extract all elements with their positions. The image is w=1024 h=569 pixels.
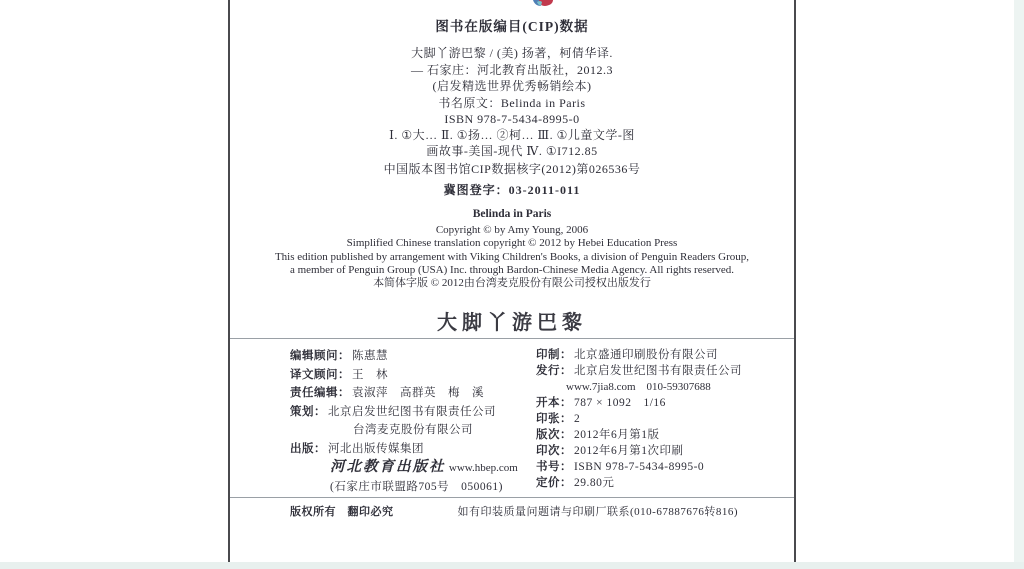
cip-record-line: 书名原文：Belinda in Paris xyxy=(438,95,586,110)
cip-record-line: 大脚丫游巴黎 / (美) 扬著，柯倩华译. xyxy=(411,46,613,60)
credits-right-column xyxy=(536,347,766,491)
credit-value: 台湾麦克股份有限公司 xyxy=(353,424,473,436)
cip-isbn: ISBN 978-7-5434-8995-0 xyxy=(444,112,580,126)
credit-label: 印次： xyxy=(536,445,572,457)
cip-registry-number: 中国版本图书馆CIP数据核字(2012)第026536号 xyxy=(383,162,641,176)
credit-value: 陈惠慧 xyxy=(352,350,388,362)
credit-row-publisher xyxy=(290,458,535,478)
cip-class-line: 画故事-美国-现代 Ⅳ. ①I712.85 xyxy=(426,143,598,158)
credit-label: 版次： xyxy=(536,429,572,441)
credit-value: 王 林 xyxy=(352,368,388,381)
credit-value: 袁淑萍 高群英 梅 溪 xyxy=(352,387,484,399)
credit-row xyxy=(290,366,535,385)
credit-row xyxy=(290,384,535,403)
publisher-address: (石家庄市联盟路705号 050061) xyxy=(330,480,503,493)
cip-record xyxy=(230,45,794,128)
credit-value: 北京盛通印刷股份有限公司 xyxy=(574,349,718,361)
credit-label: 译文顾问： xyxy=(290,368,350,381)
title-divider xyxy=(230,338,794,339)
credit-value: 29.80元 xyxy=(574,477,615,489)
credit-row-isbn xyxy=(536,459,766,475)
credit-label: 印制： xyxy=(536,349,572,361)
rights-reserved-notice: 版权所有 翻印必究 xyxy=(290,506,394,518)
copyright-line: Copyright © by Amy Young, 2006 xyxy=(435,224,589,237)
credit-value: 2012年6月第1版 xyxy=(574,429,660,441)
credit-label: 发行： xyxy=(536,365,572,377)
footer-divider xyxy=(230,497,794,498)
cip-header: 图书在版编目(CIP)数据 xyxy=(435,19,589,34)
credit-label: 出版： xyxy=(290,442,326,455)
credit-value: 北京启发世纪图书有限责任公司 xyxy=(574,365,742,377)
credits-left-column xyxy=(290,347,535,496)
copyright-notice xyxy=(230,208,794,290)
copyright-line: This edition published by arrangement with Viking Children's Books, a division of Penguin Readers Group, xyxy=(274,250,750,263)
credit-label: 责任编辑： xyxy=(290,387,350,399)
license-number: 冀图登字：03-2011-011 xyxy=(443,183,581,197)
credit-row xyxy=(290,440,535,459)
credit-value: 北京启发世纪图书有限责任公司 xyxy=(328,405,496,418)
credit-row-price xyxy=(536,475,766,491)
book-title: 大脚丫游巴黎 xyxy=(437,312,587,334)
credit-value: 河北出版传媒集团 xyxy=(328,442,424,455)
publisher-website: www.hbep.com xyxy=(448,462,518,474)
copyright-line: a member of Penguin Group (USA) Inc. through Bardon-Chinese Media Agency. All rights reserved. xyxy=(289,263,735,276)
credit-value: www.7jia8.com 010-59307688 xyxy=(566,381,711,393)
page-edge-bottom xyxy=(0,562,1024,569)
credit-row xyxy=(536,427,766,443)
credit-value: 2 xyxy=(574,413,581,425)
publisher-script-name: 河北教育出版社 xyxy=(330,458,446,475)
credit-label: 书号： xyxy=(536,461,572,473)
credit-row xyxy=(290,421,535,440)
credit-label: 策划： xyxy=(290,405,326,418)
cip-record-line: (启发精选世界优秀畅销绘本) xyxy=(432,79,592,93)
publisher-logo-icon xyxy=(531,0,555,9)
original-title: Belinda in Paris xyxy=(472,208,552,220)
footer xyxy=(290,503,738,519)
credit-label: 定价： xyxy=(536,477,572,489)
credit-value: 2012年6月第1次印刷 xyxy=(574,445,684,457)
credit-row xyxy=(536,395,766,411)
credit-row xyxy=(290,478,535,497)
credit-value: 787 × 1092 1/16 xyxy=(574,397,666,409)
credit-row xyxy=(536,443,766,459)
credit-label: 印张： xyxy=(536,413,572,425)
credit-row xyxy=(290,403,535,422)
credit-label: 编辑顾问： xyxy=(290,350,350,362)
cip-class-line: Ⅰ. ①大… Ⅱ. ①扬… ②柯… Ⅲ. ①儿童文学-图 xyxy=(389,128,635,142)
credit-row xyxy=(536,363,766,379)
credit-label: 开本： xyxy=(536,397,572,409)
page-right-border xyxy=(794,0,796,562)
cip-record-line: — 石家庄：河北教育出版社，2012.3 xyxy=(410,62,613,77)
credit-value: ISBN 978-7-5434-8995-0 xyxy=(574,461,705,473)
page-edge-right xyxy=(1014,0,1024,569)
distributor-contact xyxy=(536,379,766,395)
credit-row xyxy=(536,347,766,363)
cip-classification xyxy=(230,128,794,159)
print-quality-notice: 如有印装质量问题请与印刷厂联系(010-67887676转816) xyxy=(457,506,738,518)
copyright-line: Simplified Chinese translation copyright © 2012 by Hebei Education Press xyxy=(346,237,678,250)
copyright-line: 本简体字版 © 2012由台湾麦克股份有限公司授权出版发行 xyxy=(373,277,651,290)
credit-row xyxy=(290,347,535,366)
credit-row xyxy=(536,411,766,427)
